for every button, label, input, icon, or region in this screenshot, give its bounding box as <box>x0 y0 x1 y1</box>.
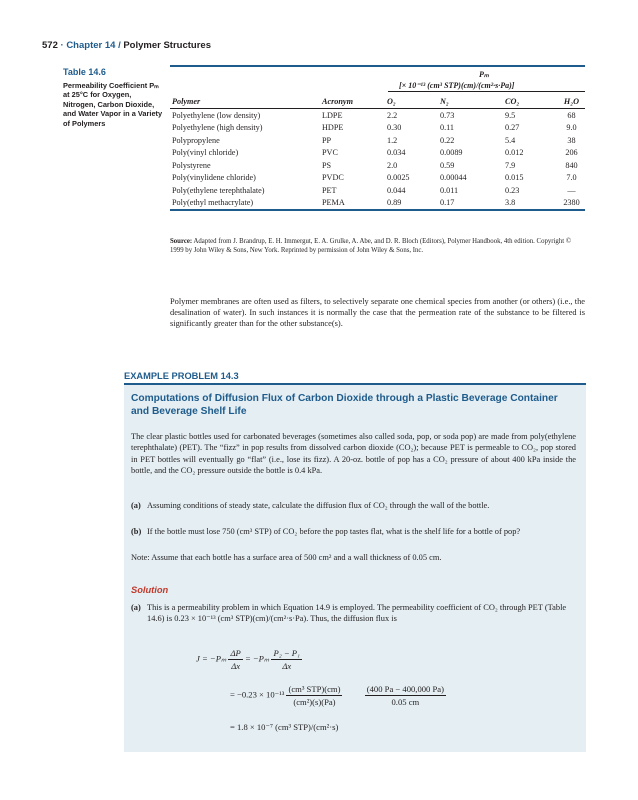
cell-n2: 0.17 <box>440 198 455 208</box>
cell-h2o: 38 <box>567 135 576 145</box>
page-number: 572 <box>42 40 58 51</box>
cell-o2: 0.0025 <box>387 173 410 183</box>
eq2-fraction-2 <box>365 684 446 707</box>
table-body <box>170 109 585 209</box>
pm-symbol: Pₘ <box>479 69 489 79</box>
col-header: Acronym <box>322 97 353 107</box>
cell-acronym: PEMA <box>322 198 345 208</box>
cell-polymer: Poly(vinyl chloride) <box>172 148 239 158</box>
solution-a-text: This is a permeability problem in which Equation 14.9 is employed. The permeability coefficient of CO₂ through PET (Table 14.6) is 0.23 × 10⁻¹³ (cm³ STP)(cm)/(cm²·s·Pa). Thus, the diffusion flux is <box>147 603 567 624</box>
cell-co2: 0.015 <box>505 173 524 183</box>
cell-n2: 0.011 <box>440 185 459 195</box>
cell-n2: 0.0089 <box>440 148 463 158</box>
eq1-f2-numerator: P₂ − P₁ <box>273 648 301 658</box>
cell-o2: 0.044 <box>387 185 406 195</box>
eq1-lhs: J = −Pₘ <box>196 653 227 664</box>
cell-polymer: Poly(ethyl methacrylate) <box>172 198 254 208</box>
equation-1 <box>196 648 302 671</box>
eq2-f2-numerator: (400 Pa − 400,000 Pa) <box>366 684 444 694</box>
table-row <box>170 172 585 185</box>
cell-polymer: Poly(vinylidene chloride) <box>172 173 256 183</box>
col-header: H₂O <box>563 97 580 107</box>
equation-2 <box>230 684 446 707</box>
table-row <box>170 197 585 210</box>
question-b <box>131 526 576 537</box>
col-header: O₂ <box>387 97 396 107</box>
table-row <box>170 134 585 147</box>
eq1-f1-denominator: Δx <box>231 661 241 671</box>
eq1-fraction-2 <box>271 648 302 671</box>
cell-acronym: LDPE <box>322 110 343 120</box>
note <box>131 552 576 563</box>
table-bottom-rule <box>170 209 585 211</box>
cell-h2o: 840 <box>565 160 578 170</box>
eq2-f1-denominator: (cm²)(s)(Pa) <box>293 697 336 707</box>
note-text: Note: Assume that each bottle has a surface area of 500 cm² and a wall thickness of 0.05 cm. <box>131 553 442 562</box>
cell-acronym: PET <box>322 185 337 195</box>
source-text: Adapted from J. Brandrup, E. H. Immergut, E. A. Grulke, A. Abe, and D. R. Bloch (Editors), Polymer Handbook, 4th edition. Copyright © 1999 by John Wiley & Sons, New York. Reprinted by permission of John Wiley & Sons, Inc. <box>170 238 571 254</box>
solution-a <box>131 602 576 625</box>
eq2-f2-denominator: 0.05 cm <box>391 697 420 707</box>
col-header: CO₂ <box>505 97 520 107</box>
cell-polymer: Poly(ethylene terephthalate) <box>172 185 265 195</box>
section-label: Polymer Structures <box>123 40 211 51</box>
chapter-label: Chapter 14 <box>66 40 116 51</box>
cell-polymer: Polystyrene <box>172 160 211 170</box>
cell-polymer: Polyethylene (low density) <box>172 110 261 120</box>
cell-o2: 2.0 <box>387 160 398 170</box>
cell-n2: 0.22 <box>440 135 455 145</box>
example-title: Computations of Diffusion Flux of Carbon Dioxide through a Plastic Beverage Container and Beverage Shelf Life <box>131 393 558 417</box>
cell-o2: 2.2 <box>387 110 398 120</box>
cell-o2: 0.89 <box>387 198 402 208</box>
table-row <box>170 159 585 172</box>
cell-h2o: 7.0 <box>566 173 577 183</box>
table-row <box>170 184 585 197</box>
table-header-row <box>170 95 585 108</box>
question-a <box>131 500 576 511</box>
cell-o2: 0.30 <box>387 123 402 133</box>
cell-h2o: 2380 <box>563 198 580 208</box>
unit-underline <box>388 91 585 92</box>
eq2-fraction-1 <box>286 684 342 707</box>
cell-co2: 5.4 <box>505 135 516 145</box>
question-b-text: If the bottle must lose 750 (cm³ STP) of CO₂ before the pop tastes flat, what is the shelf life for a bottle of pop? <box>147 527 521 536</box>
col-header: N₂ <box>440 97 449 107</box>
table-row <box>170 109 585 122</box>
cell-polymer: Polypropylene <box>172 135 220 145</box>
table-row <box>170 147 585 160</box>
cell-n2: 0.59 <box>440 160 455 170</box>
cell-h2o: — <box>567 185 576 195</box>
table-source <box>170 237 585 255</box>
cell-acronym: PP <box>322 135 332 145</box>
cell-acronym: PVC <box>322 148 338 158</box>
cell-h2o: 68 <box>567 110 576 120</box>
cell-acronym: PS <box>322 160 332 170</box>
table-title: Permeability Coefficient Pₘ at 25°C for Oxygen, Nitrogen, Carbon Dioxide, and Water Vapor in a Variety of Polymers <box>63 80 163 128</box>
col-header: Polymer <box>172 97 201 107</box>
cell-n2: 0.73 <box>440 110 455 120</box>
cell-co2: 3.8 <box>505 198 516 208</box>
cell-n2: 0.11 <box>440 123 455 133</box>
eq2-lhs: = −0.23 × 10⁻¹³ <box>230 689 285 700</box>
cell-h2o: 9.0 <box>566 123 577 133</box>
eq1-f2-denominator: Δx <box>282 661 292 671</box>
example-label: EXAMPLE PROBLEM 14.3 <box>124 371 239 381</box>
table-caption <box>63 68 163 129</box>
table-row <box>170 122 585 135</box>
solution-label: Solution <box>131 585 169 595</box>
cell-co2: 0.27 <box>505 123 520 133</box>
permeability-table <box>170 65 585 211</box>
source-label: Source: <box>170 238 193 245</box>
cell-co2: 0.23 <box>505 185 520 195</box>
question-a-text: Assuming conditions of steady state, calculate the diffusion flux of CO₂ through the wall of the bottle. <box>147 501 490 510</box>
eq1-mid: = −Pₘ <box>244 653 270 664</box>
cell-co2: 9.5 <box>505 110 516 120</box>
example-body: The clear plastic bottles used for carbonated beverages (sometimes also called soda, pop, or soda pop) are made from poly(ethylene terephthalate) (PET). The “fizz” in pop results from dissolved carbon dioxide (CO₂); because PET is permeable to CO₂, pop stored in PET bottles will eventually go “flat” (i.e., lose its fizz). A 20-oz. bottle of pop has a CO₂ pressure of about 400 kPa inside the bottle, and the CO₂ pressure outside the bottle is 0.4 kPa. <box>131 432 576 476</box>
cell-o2: 0.034 <box>387 148 406 158</box>
solution-a-label: (a) <box>131 603 141 612</box>
question-a-label: (a) <box>131 501 141 510</box>
cell-polymer: Polyethylene (high density) <box>172 123 263 133</box>
cell-co2: 0.012 <box>505 148 524 158</box>
table-number: Table 14.6 <box>63 67 106 77</box>
eq2-f1-numerator: (cm³ STP)(cm) <box>288 684 341 694</box>
cell-acronym: HDPE <box>322 123 344 133</box>
cell-acronym: PVDC <box>322 173 344 183</box>
cell-n2: 0.00044 <box>440 173 467 183</box>
cell-o2: 1.2 <box>387 135 398 145</box>
question-b-label: (b) <box>131 527 142 536</box>
cell-co2: 7.9 <box>505 160 516 170</box>
eq1-f1-numerator: ΔP <box>230 648 241 658</box>
body-paragraph: Polymer membranes are often used as filters, to selectively separate one chemical species from another (or others) (i.e., the desalination of water). In such instances it is normally the case that the permeation rate of the substance to be filtered is significantly greater than for the other substance(s). <box>170 297 585 329</box>
pm-unit: [× 10⁻¹³ (cm³ STP)(cm)/(cm²·s·Pa)] <box>399 80 515 90</box>
cell-h2o: 206 <box>565 148 578 158</box>
equation-3: = 1.8 × 10⁻⁷ (cm³ STP)/(cm²·s) <box>230 722 339 732</box>
eq1-fraction-1 <box>228 648 242 671</box>
running-header: 572 · Chapter 14 / Polymer Structures <box>42 40 211 51</box>
